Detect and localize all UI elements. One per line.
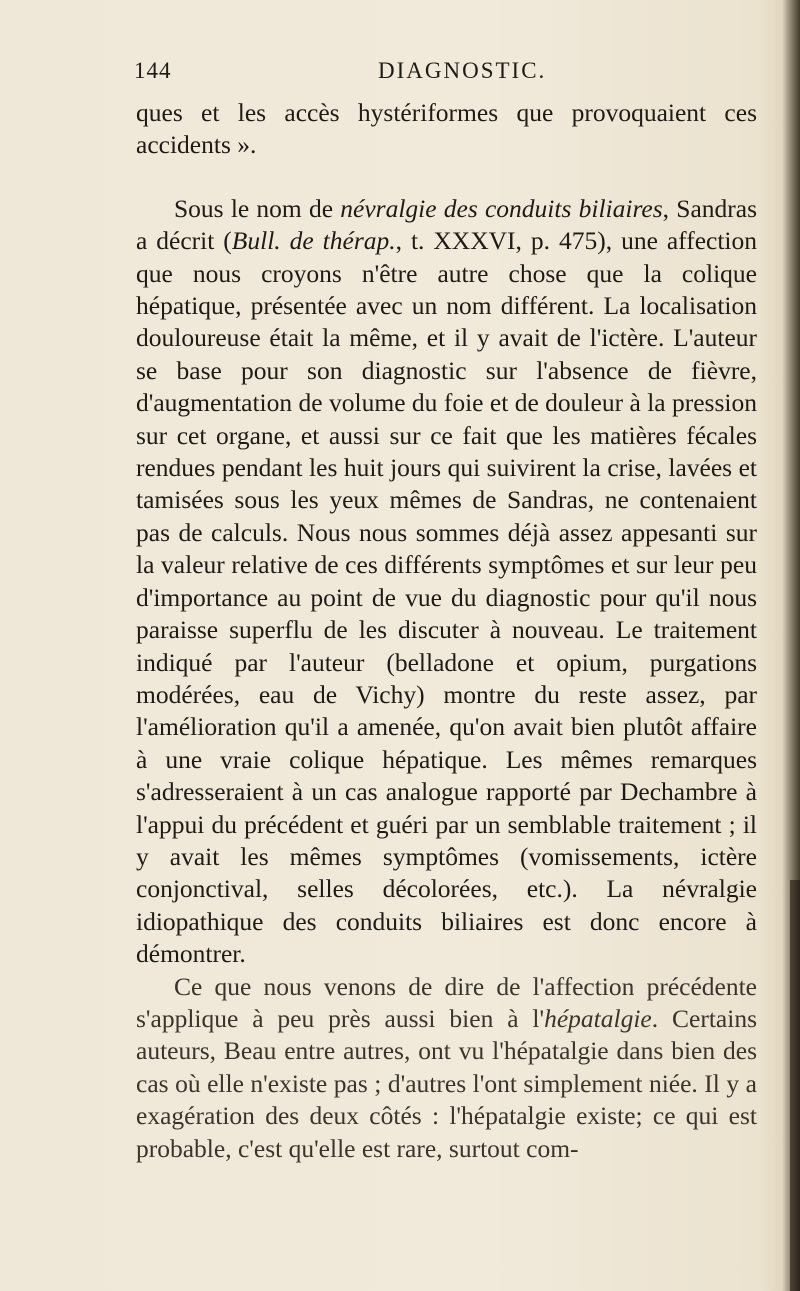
paragraph-text: , Sandras a décrit ( <box>136 193 757 256</box>
paragraph-nevralgie <box>136 193 757 971</box>
paragraph-hepatalgie <box>136 971 757 1165</box>
paragraph-text: Ce que nous venons de dire de l'affection précédente s'applique à peu près aussi bien à l' <box>136 971 757 1033</box>
paragraph-continuation <box>136 97 757 162</box>
page-edge-dark <box>790 880 800 1291</box>
paragraph-text: Sous le nom de <box>174 193 341 223</box>
italic-term: névralgie des conduits biliaires <box>340 193 663 223</box>
page-number: 144 <box>134 58 172 83</box>
paragraph-text: , t. XXXVI, p. 475), une affection que nous croyons n'être autre chose que la colique hépatique, présentée avec un nom différent. La localisation douloureuse était la même, et il y avait de l'ictère. L'auteur se base pour son diagnostic sur l'absence de fièvre, d'augmentation de volume du foie et de douleur à la pression sur cet organe, et aussi sur ce fait que les matières fécales rendues pendant les huit jours qui suivirent la crise, lavées et tamisées sous les yeux mêmes de Sandras, ne contenaient pas de calculs. Nous nous sommes déjà assez appesanti sur la valeur relative de ces différents symptômes et sur leur peu d'importance au point de vue du diagnostic pour qu'il nous paraisse superflu de les discuter à nouveau. Le traitement indiqué par l'auteur (belladone et opium, purgations modérées, eau de Vichy) montre du reste assez, par l'amélioration qu'il a amenée, qu'on avait bien plutôt affaire à une vraie colique hépatique. Les mêmes remarques s'adresseraient à un cas analogue rapporté par Dechambre à l'appui du précédent et guéri par un semblable traitement ; il y avait les mêmes symptômes (vomissements, ictère conjonctival, selles décolorées, etc.). La névralgie idiopathique des conduits biliaires est donc encore à démontrer. <box>136 226 757 969</box>
italic-term: hépatalgie <box>544 1003 652 1033</box>
body-text <box>136 97 757 1165</box>
paragraph-text: . Certains auteurs, Beau entre autres, ont vu l'hépatalgie dans bien des cas où elle n'existe pas ; d'autres l'ont simplement niée. Il y a exagération des deux côtés : l'hépatalgie existe; ce qui est probable, c'est qu'elle est rare, surtout com- <box>136 1003 757 1163</box>
running-title: DIAGNOSTIC. <box>378 58 547 83</box>
page-header <box>0 58 780 88</box>
italic-citation: Bull. de thérap. <box>231 226 396 256</box>
paragraph-text: ques et les accès hystériformes que provoquaient ces accidents ». <box>136 98 757 160</box>
